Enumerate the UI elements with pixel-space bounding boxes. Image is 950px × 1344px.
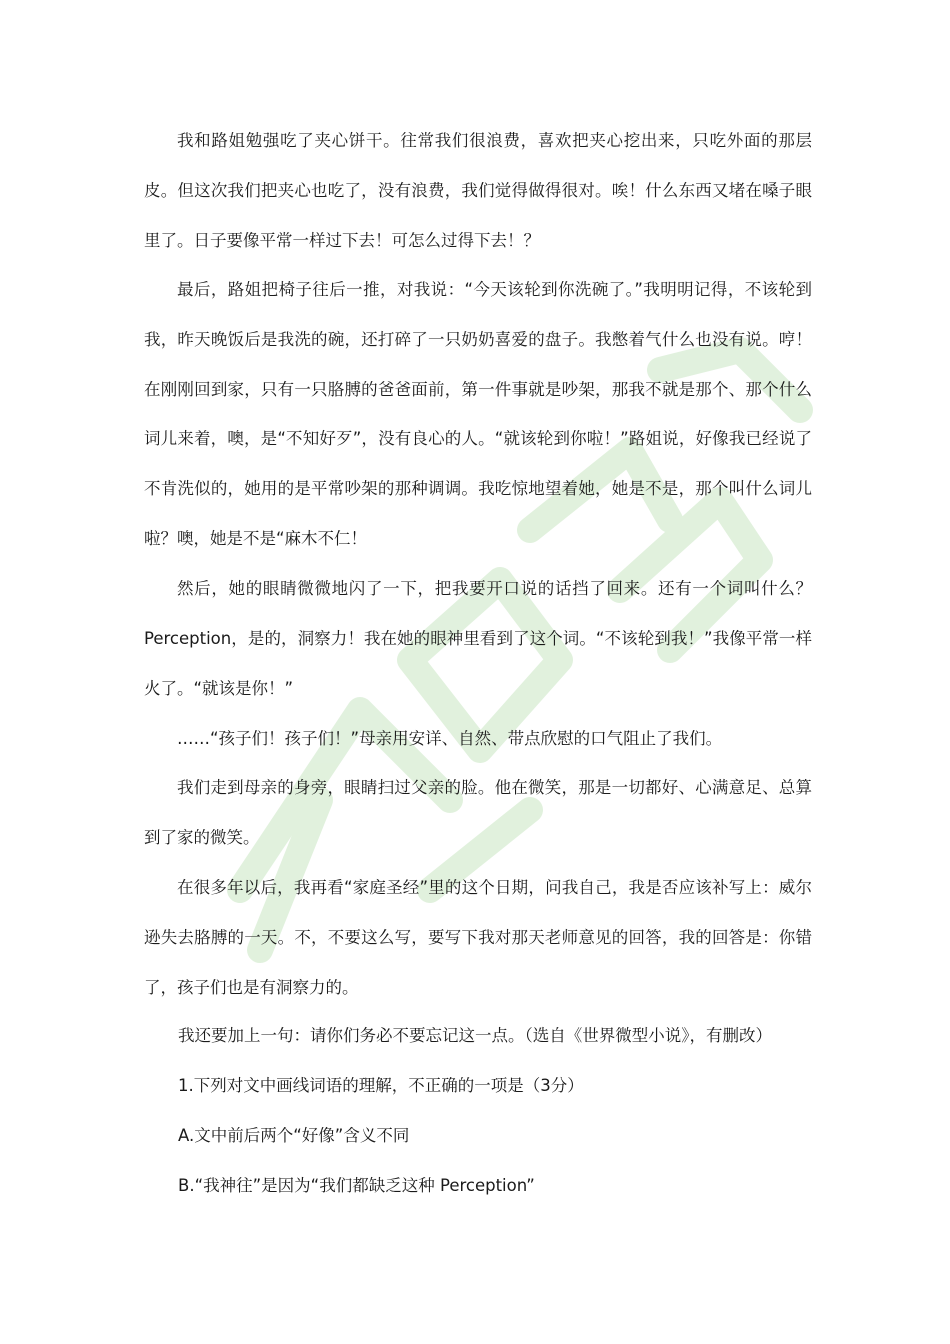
paragraph-3: 然后，她的眼睛微微地闪了一下，把我要开口说的话挡了回来。还有一个词叫什么？Perception，是的，洞察力！我在她的眼神里看到了这个词。“不该轮到我！”我像平常一样火了。“就该是你！” bbox=[144, 579, 812, 698]
paragraph-5: 我们走到母亲的身旁，眼睛扫过父亲的脸。他在微笑，那是一切都好、心满意足、总算到了家的微笑。 bbox=[144, 778, 812, 847]
paragraph-4: ……“孩子们！孩子们！”母亲用安详、自然、带点欣慰的口气阻止了我们。 bbox=[177, 729, 723, 748]
question-stem: 1.下列对文中画线词语的理解，不正确的一项是（3分） bbox=[178, 1076, 584, 1095]
paragraph-6: 在很多年以后，我再看“家庭圣经”里的这个日期，问我自己，我是否应该补写上：威尔逊失去胳膊的一天。不，不要这么写，要写下我对那天老师意见的回答，我的回答是：你错了，孩子们也是有洞察力的。 bbox=[144, 878, 812, 997]
question-option-a: A.文中前后两个“好像”含义不同 bbox=[178, 1126, 410, 1145]
question-option-b: B.“我神往”是因为“我们都缺乏这种 Perception” bbox=[178, 1176, 535, 1195]
paragraph-1: 我和路姐勉强吃了夹心饼干。往常我们很浪费，喜欢把夹心挖出来，只吃外面的那层皮。但这次我们把夹心也吃了，没有浪费，我们觉得做得很对。唉！什么东西又堵在嗓子眼里了。日子要像平常一样过下去！可怎么过得下去！？ bbox=[144, 131, 812, 250]
paragraph-2: 最后，路姐把椅子往后一推，对我说：“今天该轮到你洗碗了。”我明明记得，不该轮到我，昨天晚饭后是我洗的碗，还打碎了一只奶奶喜爱的盘子。我憋着气什么也没有说。哼！在刚刚回到家，只有一只胳膊的爸爸面前，第一件事就是吵架，那我不就是那个、那个什么词儿来着，噢，是“不知好歹”，没有良心的人。“就该轮到你啦！”路姐说，好像我已经说了不肯洗似的，她用的是平常吵架的那种调调。我吃惊地望着她，她是不是，那个叫什么词儿啦？噢，她是不是“麻木不仁！ bbox=[144, 280, 812, 548]
closing-line: 我还要加上一句：请你们务必不要忘记这一点。（选自《世界微型小说》，有删改） bbox=[178, 1026, 772, 1045]
